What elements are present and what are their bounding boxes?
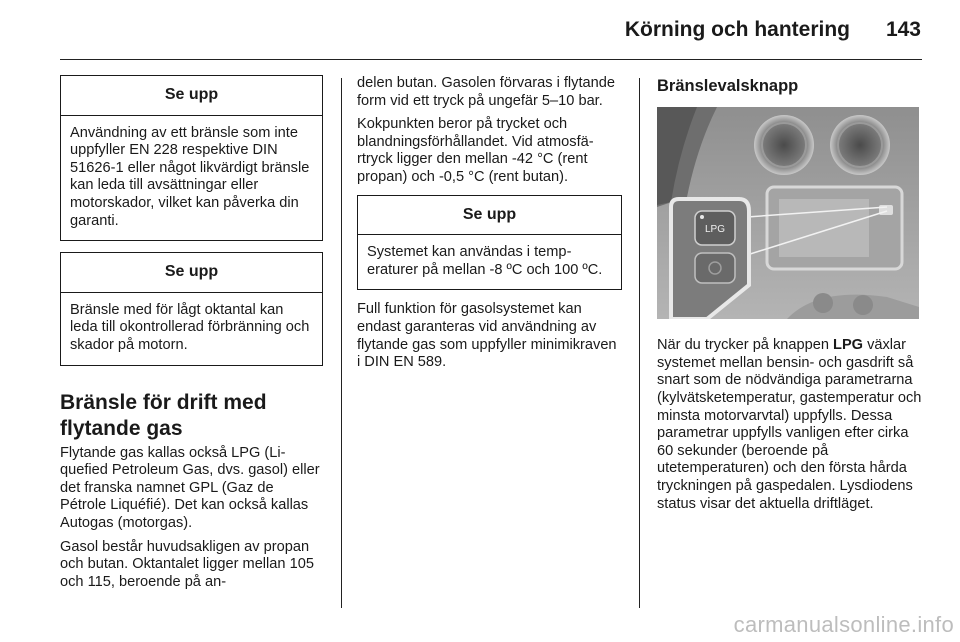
column-3 — [657, 75, 922, 519]
warning-text: Användning av ett bränsle som inte uppfyller EN 228 respektive DIN 51626-1 eller något likvärdigt bränsle kan leda till avsättningar eller motorskador, vilket kan påverka din garanti. — [70, 124, 310, 229]
paragraph: Full funktion för gasolsystemet kan endast garanteras vid användning av flytande gas som uppfyller minimikraven i DIN EN 589. — [357, 301, 617, 371]
section-heading-fuel-selector: Bränslevalsknapp — [657, 77, 799, 95]
warning-title: Se upp — [61, 76, 322, 116]
warning-text: Systemet kan användas i temperaturer på mellan -8 ºC och 100 ºC. — [367, 244, 603, 278]
warning-title: Se upp — [358, 196, 621, 236]
header-divider — [60, 59, 922, 60]
page-header — [0, 0, 960, 58]
paragraph: delen butan. Gasolen förvaras i flytande form vid ett tryck på ungefär 5–10 bar. — [357, 75, 615, 109]
column-divider-2 — [639, 78, 640, 608]
column-2 — [357, 75, 622, 378]
watermark: carmanualsonline.info — [733, 612, 954, 637]
warning-text: Bränsle med för lågt oktantal kan leda till okontrollerad förbränning och skador på motorn. — [70, 301, 310, 353]
dashboard-illustration — [657, 107, 919, 319]
secondary-button — [695, 253, 735, 283]
page-number: 143 — [885, 18, 921, 41]
paragraph: När du trycker på knappen LPG växlar systemet mellan bensin- och gasdrift så snart som de nödvändiga parametrarna (kylvätsketemperatur, gastemperatur och minsta motorvarvtal) uppfylls. Dessa parametrar uppfylls vanligen efter cirka 60 sekunder (beroende på utetemperaturen) och den första hårda tryckningen på gaspedalen. Lysdiodens status visar det aktuella driftläget. — [657, 337, 922, 512]
column-divider-1 — [341, 78, 342, 608]
column-1 — [60, 75, 323, 597]
warning-box-octane — [60, 252, 323, 365]
paragraph: Kokpunkten beror på trycket och blandningsförhållandet. Vid atmosfärtryck ligger den mellan -42 °C (rent propan) och -0,5 °C (rent butan). — [357, 116, 594, 185]
warning-box-fuel-standard — [60, 75, 323, 241]
paragraph: Gasol består huvudsakligen av propan och butan. Oktantalet ligger mellan 105 och 115, beroende på an- — [60, 538, 314, 590]
section-heading-lpg: Bränsle för drift med flytande gas — [60, 390, 267, 440]
paragraph: Flytande gas kallas också LPG (Liquefied Petroleum Gas, dvs. gasol) eller det franska namnet GPL (Gaz de Pétrole Liquéfié). Det kan också kallas Autogas (motorgas). — [60, 444, 320, 531]
warning-title: Se upp — [61, 253, 322, 293]
lpg-button-label: LPG — [704, 223, 726, 235]
lpg-term: LPG — [833, 337, 864, 354]
section-title: Körning och hantering — [624, 18, 850, 41]
warning-box-temperature — [357, 195, 622, 291]
status-led — [700, 215, 704, 219]
